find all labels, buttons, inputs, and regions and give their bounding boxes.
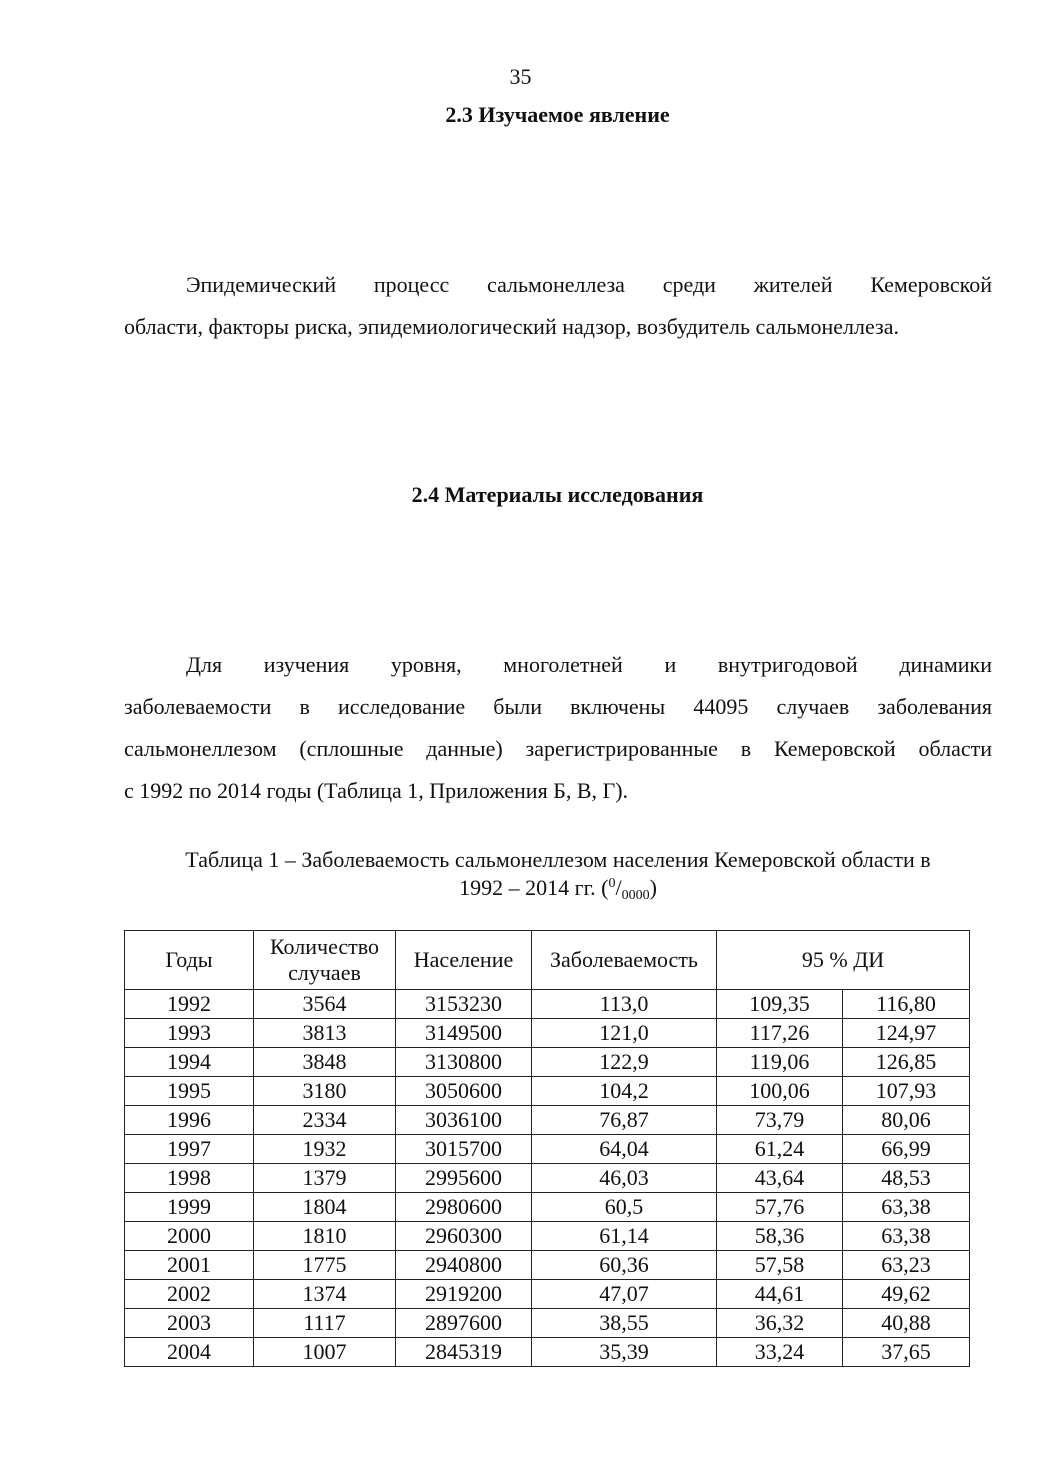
header-population: Население [396,931,532,990]
caption-sup: 0 [608,876,616,891]
cell-ci-lower: 43,64 [717,1164,843,1193]
cell-ci-upper: 116,80 [843,990,970,1019]
paragraph-line: сальмонеллезом (сплошные данные) зарегистрированные в Кемеровской области [124,736,992,761]
paragraph-line: Эпидемический процесс сальмонеллеза среди жителей Кемеровской [186,272,992,297]
cell-population: 3153230 [396,990,532,1019]
cell-incidence: 104,2 [532,1077,717,1106]
cell-incidence: 113,0 [532,990,717,1019]
cell-population: 3130800 [396,1048,532,1077]
cell-ci-upper: 124,97 [843,1019,970,1048]
cell-year: 1999 [125,1193,254,1222]
table-body [125,990,970,1367]
cell-year: 1994 [125,1048,254,1077]
cell-population: 2960300 [396,1222,532,1251]
cell-cases: 3848 [254,1048,396,1077]
caption-suffix: ) [649,875,657,900]
header-confidence-interval: 95 % ДИ [717,931,970,990]
paragraph-line: Для изучения уровня, многолетней и внутригодовой динамики [186,652,992,677]
cell-incidence: 61,14 [532,1222,717,1251]
cell-incidence: 47,07 [532,1280,717,1309]
cell-ci-lower: 61,24 [717,1135,843,1164]
table-row [125,1338,970,1367]
cell-ci-upper: 63,23 [843,1251,970,1280]
cell-incidence: 121,0 [532,1019,717,1048]
table-row [125,1106,970,1135]
cell-year: 2001 [125,1251,254,1280]
cell-cases: 3180 [254,1077,396,1106]
cell-population: 3036100 [396,1106,532,1135]
cell-ci-upper: 63,38 [843,1193,970,1222]
cell-year: 1997 [125,1135,254,1164]
cell-cases: 1374 [254,1280,396,1309]
cell-ci-upper: 107,93 [843,1077,970,1106]
cell-incidence: 60,5 [532,1193,717,1222]
caption-sub: 0000 [621,888,650,903]
cell-ci-lower: 100,06 [717,1077,843,1106]
cell-cases: 1379 [254,1164,396,1193]
table-caption-line1: Таблица 1 – Заболеваемость сальмонеллезом населения Кемеровской области в [185,847,931,872]
cell-incidence: 35,39 [532,1338,717,1367]
cell-incidence: 76,87 [532,1106,717,1135]
paragraph-research-materials [124,644,992,812]
table-row [125,1164,970,1193]
cell-cases: 3813 [254,1019,396,1048]
cell-ci-lower: 117,26 [717,1019,843,1048]
cell-cases: 1932 [254,1135,396,1164]
cell-ci-lower: 36,32 [717,1309,843,1338]
header-incidence: Заболеваемость [532,931,717,990]
cell-cases: 1117 [254,1309,396,1338]
incidence-table [124,930,970,1367]
cell-ci-lower: 33,24 [717,1338,843,1367]
cell-ci-upper: 63,38 [843,1222,970,1251]
table-row [125,1019,970,1048]
cell-ci-upper: 49,62 [843,1280,970,1309]
cell-ci-upper: 40,88 [843,1309,970,1338]
table-row [125,1251,970,1280]
table-row [125,1280,970,1309]
cell-population: 3015700 [396,1135,532,1164]
section-heading-2-4: 2.4 Материалы исследования [411,482,704,507]
cell-year: 2000 [125,1222,254,1251]
cell-year: 1996 [125,1106,254,1135]
cell-ci-upper: 48,53 [843,1164,970,1193]
table-caption-line2 [124,874,992,902]
page-number: 35 [509,64,532,89]
cell-ci-upper: 80,06 [843,1106,970,1135]
cell-ci-lower: 73,79 [717,1106,843,1135]
cell-year: 2004 [125,1338,254,1367]
paragraph-studied-phenomenon [124,264,992,348]
cell-cases: 1810 [254,1222,396,1251]
table-row [125,1077,970,1106]
caption-years: 1992 – 2014 гг. ( [459,875,609,900]
paragraph-line: заболеваемости в исследование были включены 44095 случаев заболевания [124,694,992,719]
cell-ci-lower: 58,36 [717,1222,843,1251]
cell-ci-upper: 37,65 [843,1338,970,1367]
table-header-row [125,931,970,990]
cell-cases: 1775 [254,1251,396,1280]
cell-ci-upper: 66,99 [843,1135,970,1164]
table-row [125,1048,970,1077]
cell-population: 2995600 [396,1164,532,1193]
cell-incidence: 60,36 [532,1251,717,1280]
caption-slash: / [615,875,622,900]
cell-incidence: 46,03 [532,1164,717,1193]
cell-year: 2003 [125,1309,254,1338]
table-row [125,1222,970,1251]
cell-year: 1998 [125,1164,254,1193]
cell-ci-lower: 119,06 [717,1048,843,1077]
cell-population: 3149500 [396,1019,532,1048]
cell-cases: 2334 [254,1106,396,1135]
header-cases: Количество случаев [254,931,396,990]
cell-population: 3050600 [396,1077,532,1106]
cell-year: 1993 [125,1019,254,1048]
cell-incidence: 122,9 [532,1048,717,1077]
cell-ci-lower: 57,58 [717,1251,843,1280]
cell-incidence: 38,55 [532,1309,717,1338]
section-heading-2-3: 2.3 Изучаемое явление [445,102,670,127]
table-row [125,1309,970,1338]
header-years: Годы [125,931,254,990]
cell-population: 2919200 [396,1280,532,1309]
table-caption [124,846,992,902]
cell-ci-lower: 109,35 [717,990,843,1019]
table-row [125,1135,970,1164]
cell-cases: 3564 [254,990,396,1019]
cell-incidence: 64,04 [532,1135,717,1164]
paragraph-line: с 1992 по 2014 годы (Таблица 1, Приложения Б, В, Г). [124,778,629,803]
cell-ci-lower: 44,61 [717,1280,843,1309]
cell-ci-lower: 57,76 [717,1193,843,1222]
cell-ci-upper: 126,85 [843,1048,970,1077]
table-row [125,990,970,1019]
cell-population: 2897600 [396,1309,532,1338]
cell-population: 2940800 [396,1251,532,1280]
cell-population: 2980600 [396,1193,532,1222]
cell-cases: 1804 [254,1193,396,1222]
paragraph-line: области, факторы риска, эпидемиологический надзор, возбудитель сальмонеллеза. [124,314,899,339]
table-row [125,1193,970,1222]
cell-year: 1992 [125,990,254,1019]
cell-year: 2002 [125,1280,254,1309]
cell-cases: 1007 [254,1338,396,1367]
cell-year: 1995 [125,1077,254,1106]
cell-population: 2845319 [396,1338,532,1367]
